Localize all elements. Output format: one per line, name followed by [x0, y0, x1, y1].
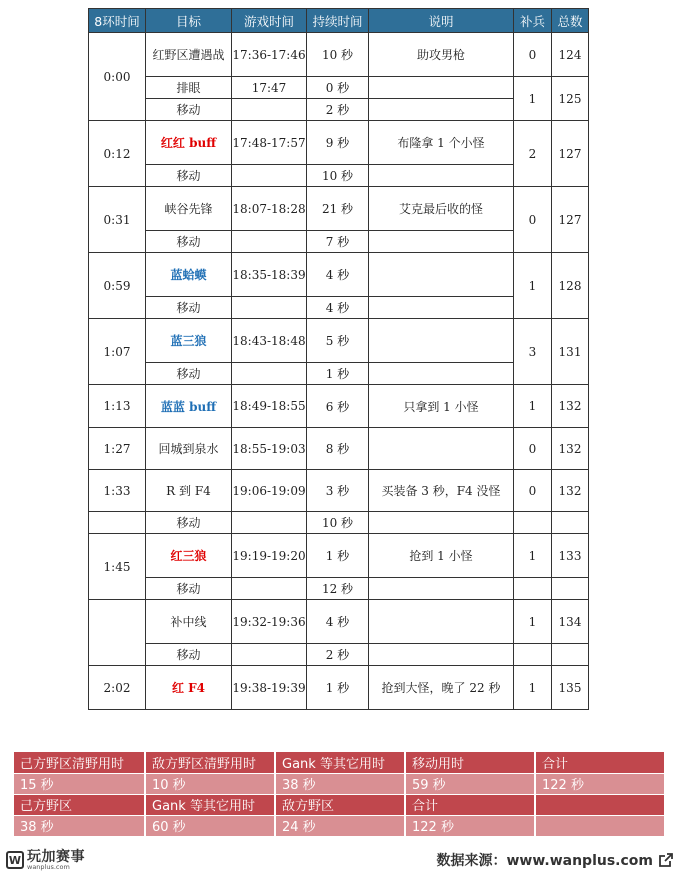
header-total: 总数 [552, 9, 589, 33]
summary-label: 己方野区清野用时 [14, 752, 145, 773]
cell-cs: 1 [514, 253, 552, 319]
summary-label [535, 794, 665, 815]
cell-target: 红红 buff [146, 121, 232, 165]
cell-target: 移动 [146, 644, 232, 666]
cell-total: 124 [552, 33, 589, 77]
cell-cs: 1 [514, 600, 552, 644]
cell-note [369, 319, 514, 363]
summary-value: 59 秒 [405, 773, 535, 794]
cell-target: 红野区遭遇战 [146, 33, 232, 77]
table-row [89, 470, 589, 512]
cell-note [369, 578, 514, 600]
table-row [89, 600, 589, 644]
cell-total: 133 [552, 534, 589, 578]
summary-header-row-1 [14, 752, 665, 773]
cell-total: 134 [552, 600, 589, 644]
cell-cs: 3 [514, 319, 552, 385]
cell-duration: 4 秒 [307, 253, 369, 297]
cell-game-time [232, 297, 307, 319]
cell-target: 排眼 [146, 77, 232, 99]
cell-game-time: 18:07-18:28 [232, 187, 307, 231]
summary-value: 38 秒 [275, 773, 405, 794]
cell-game-time: 17:48-17:57 [232, 121, 307, 165]
summary-value: 60 秒 [145, 815, 275, 836]
cell-duration: 12 秒 [307, 578, 369, 600]
table-header-row [89, 9, 589, 33]
summary-value: 15 秒 [14, 773, 145, 794]
table-row [89, 385, 589, 428]
summary-value [535, 815, 665, 836]
cell-note [369, 428, 514, 470]
cell-time: 1:07 [89, 319, 146, 385]
cell-time: 1:45 [89, 534, 146, 600]
cell-cs: 0 [514, 470, 552, 512]
cell-target: 移动 [146, 165, 232, 187]
cell-total: 128 [552, 253, 589, 319]
cell-target: 蓝蓝 buff [146, 385, 232, 428]
cell-game-time: 19:06-19:09 [232, 470, 307, 512]
summary-label: 敌方野区清野用时 [145, 752, 275, 773]
cell-game-time [232, 165, 307, 187]
summary-label: Gank 等其它用时 [145, 794, 275, 815]
cell-duration: 10 秒 [307, 33, 369, 77]
cell-game-time: 18:55-19:03 [232, 428, 307, 470]
cell-time: 1:33 [89, 470, 146, 512]
cell-time: 0:31 [89, 187, 146, 253]
cell-duration: 4 秒 [307, 600, 369, 644]
cell-duration: 2 秒 [307, 644, 369, 666]
cell-game-time [232, 231, 307, 253]
cell-duration: 6 秒 [307, 385, 369, 428]
external-link-icon[interactable] [659, 853, 673, 867]
cell-note [369, 231, 514, 253]
cell-cs: 1 [514, 385, 552, 428]
summary-label: 敌方野区 [275, 794, 405, 815]
cell-note: 艾克最后收的怪 [369, 187, 514, 231]
cell-duration: 7 秒 [307, 231, 369, 253]
table-row [89, 77, 589, 99]
table-row [89, 187, 589, 231]
cell-game-time: 19:32-19:36 [232, 600, 307, 644]
table-row [89, 428, 589, 470]
cell-duration: 10 秒 [307, 165, 369, 187]
summary-label: 合计 [405, 794, 535, 815]
cell-cs: 0 [514, 187, 552, 253]
cell-target: 峡谷先锋 [146, 187, 232, 231]
cell-cs: 0 [514, 428, 552, 470]
cell-time [89, 600, 146, 666]
cell-total [552, 512, 589, 534]
table-row [89, 319, 589, 363]
cell-note: 布隆拿 1 个小怪 [369, 121, 514, 165]
cell-target: 红 F4 [146, 666, 232, 710]
cell-target: 红三狼 [146, 534, 232, 578]
cell-target: 蓝三狼 [146, 319, 232, 363]
cell-target: 补中线 [146, 600, 232, 644]
cell-time: 1:27 [89, 428, 146, 470]
cell-note [369, 99, 514, 121]
cell-note: 助攻男枪 [369, 33, 514, 77]
cell-total: 127 [552, 121, 589, 187]
table-row [89, 644, 589, 666]
summary-value: 24 秒 [275, 815, 405, 836]
cell-target: 移动 [146, 297, 232, 319]
cell-game-time [232, 512, 307, 534]
cell-time: 0:12 [89, 121, 146, 187]
logo-mark-icon: W [6, 851, 24, 869]
cell-cs: 1 [514, 77, 552, 121]
summary-label: 己方野区 [14, 794, 145, 815]
cell-target: 移动 [146, 512, 232, 534]
cell-duration: 4 秒 [307, 297, 369, 319]
cell-note [369, 363, 514, 385]
cell-target: 移动 [146, 578, 232, 600]
cell-game-time [232, 644, 307, 666]
cell-duration: 1 秒 [307, 534, 369, 578]
cell-note [369, 297, 514, 319]
cell-cs: 2 [514, 121, 552, 187]
cell-game-time [232, 363, 307, 385]
cell-note [369, 77, 514, 99]
summary-table [14, 752, 666, 837]
cell-note [369, 165, 514, 187]
cell-time: 2:02 [89, 666, 146, 710]
summary-label: 合计 [535, 752, 665, 773]
cell-game-time: 19:38-19:39 [232, 666, 307, 710]
cell-total: 127 [552, 187, 589, 253]
cell-target: 移动 [146, 363, 232, 385]
summary-value-row-2 [14, 815, 665, 836]
table-row [89, 578, 589, 600]
cell-target: 蓝蛤蟆 [146, 253, 232, 297]
cell-game-time: 18:43-18:48 [232, 319, 307, 363]
cell-cs [514, 578, 552, 600]
cell-duration: 0 秒 [307, 77, 369, 99]
cell-game-time: 19:19-19:20 [232, 534, 307, 578]
cell-time: 0:00 [89, 33, 146, 121]
summary-value: 122 秒 [405, 815, 535, 836]
cell-total: 132 [552, 470, 589, 512]
cell-cs: 1 [514, 534, 552, 578]
table-row [89, 33, 589, 77]
table-row [89, 121, 589, 165]
summary-label: Gank 等其它用时 [275, 752, 405, 773]
header-note: 说明 [369, 9, 514, 33]
summary-label: 移动用时 [405, 752, 535, 773]
summary-value: 122 秒 [535, 773, 665, 794]
table-row [89, 512, 589, 534]
cell-duration: 3 秒 [307, 470, 369, 512]
cell-game-time: 17:47 [232, 77, 307, 99]
cell-total: 132 [552, 428, 589, 470]
cell-duration: 9 秒 [307, 121, 369, 165]
logo-name: 玩加赛事 [27, 848, 85, 865]
summary-value-row-1 [14, 773, 665, 794]
cell-duration: 1 秒 [307, 666, 369, 710]
cell-duration: 10 秒 [307, 512, 369, 534]
cell-target: 移动 [146, 99, 232, 121]
cell-game-time: 17:36-17:46 [232, 33, 307, 77]
cell-note [369, 600, 514, 644]
cell-total [552, 578, 589, 600]
cell-cs: 1 [514, 666, 552, 710]
cell-note: 抢到大怪，晚了 22 秒 [369, 666, 514, 710]
jungle-route-table [88, 8, 589, 710]
cell-duration: 1 秒 [307, 363, 369, 385]
summary-header-row-2 [14, 794, 665, 815]
table-row [89, 666, 589, 710]
cell-note: 买装备 3 秒，F4 没怪 [369, 470, 514, 512]
logo-domain: wanplus.com [27, 862, 70, 871]
table-row [89, 253, 589, 297]
cell-total: 125 [552, 77, 589, 121]
cell-total [552, 644, 589, 666]
summary-value: 38 秒 [14, 815, 145, 836]
cell-time: 1:13 [89, 385, 146, 428]
table-row [89, 534, 589, 578]
cell-game-time [232, 99, 307, 121]
cell-total: 135 [552, 666, 589, 710]
cell-total: 131 [552, 319, 589, 385]
cell-cs: 0 [514, 33, 552, 77]
cell-note [369, 512, 514, 534]
header-duration: 持续时间 [307, 9, 369, 33]
cell-game-time: 18:49-18:55 [232, 385, 307, 428]
summary-value: 10 秒 [145, 773, 275, 794]
cell-duration: 5 秒 [307, 319, 369, 363]
cell-note [369, 644, 514, 666]
cell-cs [514, 512, 552, 534]
data-source [436, 850, 673, 870]
cell-note [369, 253, 514, 297]
data-source-text: 数据来源：www.wanplus.com [436, 853, 653, 869]
cell-duration: 8 秒 [307, 428, 369, 470]
header-time: 8环时间 [89, 9, 146, 33]
header-target: 目标 [146, 9, 232, 33]
cell-duration: 2 秒 [307, 99, 369, 121]
cell-target: 移动 [146, 231, 232, 253]
cell-target: R 到 F4 [146, 470, 232, 512]
cell-duration: 21 秒 [307, 187, 369, 231]
cell-target: 回城到泉水 [146, 428, 232, 470]
cell-time [89, 512, 146, 534]
cell-total: 132 [552, 385, 589, 428]
cell-time: 0:59 [89, 253, 146, 319]
wanplus-logo [6, 849, 85, 871]
cell-note: 只拿到 1 小怪 [369, 385, 514, 428]
cell-cs [514, 644, 552, 666]
header-game-time: 游戏时间 [232, 9, 307, 33]
cell-game-time [232, 578, 307, 600]
cell-note: 抢到 1 小怪 [369, 534, 514, 578]
cell-game-time: 18:35-18:39 [232, 253, 307, 297]
header-cs: 补兵 [514, 9, 552, 33]
